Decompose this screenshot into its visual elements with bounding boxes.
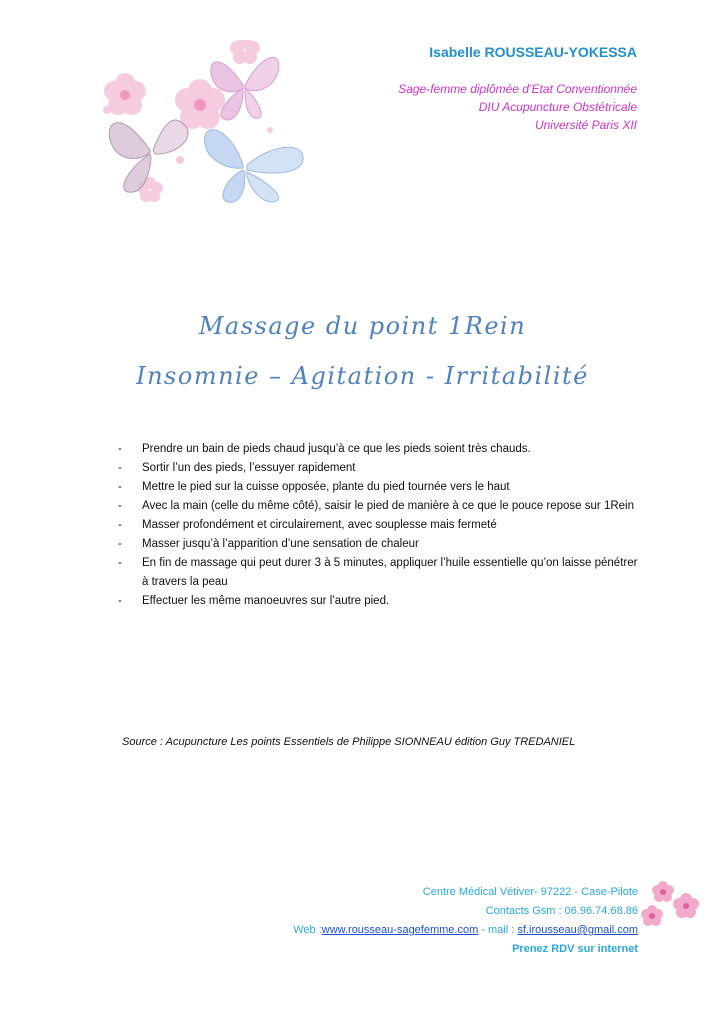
page-subtitle: Insomnie – Agitation - Irritabilité xyxy=(136,362,589,390)
page-title: Massage du point 1Rein xyxy=(198,312,527,340)
list-item: - Masser jusqu’à l’apparition d’une sensation de chaleur xyxy=(118,535,638,554)
flowers-decoration xyxy=(638,880,708,932)
list-item: - Masser profondément et circulairement, avec souplesse mais fermeté xyxy=(118,516,638,535)
credential-line-1: Sage-femme diplômée d’Etat Conventionnée xyxy=(398,82,637,96)
author-name: Isabelle ROUSSEAU-YOKESSA xyxy=(429,44,637,60)
list-item: - Sortir l’un des pieds, l’essuyer rapidement xyxy=(118,459,638,478)
steps-list xyxy=(118,440,638,611)
list-item: - Mettre le pied sur la cuisse opposée, plante du pied tournée vers le haut xyxy=(118,478,638,497)
credential-line-3: Université Paris XII xyxy=(534,118,637,132)
mail-label: - mail : xyxy=(478,924,518,936)
website-link[interactable]: www.rousseau-sagefemme.com xyxy=(321,924,479,936)
web-label: Web : xyxy=(293,924,322,936)
credential-line-2: DIU Acupuncture Obstétricale xyxy=(478,100,637,114)
contact-footer xyxy=(293,883,638,959)
list-item: - Avec la main (celle du même côté), saisir le pied de manière à ce que le pouce repose sur 1Rein xyxy=(118,497,638,516)
list-item: - Effectuer les même manoeuvres sur l’autre pied. xyxy=(118,592,638,611)
author-header xyxy=(398,44,637,134)
contacts-line: Contacts Gsm : 06.96.74.68.86 xyxy=(485,905,638,917)
web-mail-line xyxy=(293,921,638,940)
list-item: - En fin de massage qui peut durer 3 à 5 minutes, appliquer l’huile essentielle qu’on laisse pénétrer à travers la peau xyxy=(118,554,638,592)
address-line: Centre Médical Vétiver- 97222 - Case-Pilote xyxy=(422,886,638,898)
email-link[interactable]: sf.irousseau@gmail.com xyxy=(517,924,638,936)
rdv-line: Prenez RDV sur internet xyxy=(512,943,638,955)
list-item: - Prendre un bain de pieds chaud jusqu’à ce que les pieds soient très chauds. xyxy=(118,440,638,459)
butterflies-flowers-illustration xyxy=(95,40,320,210)
source-citation: Source : Acupuncture Les points Essentiels de Philippe SIONNEAU édition Guy TREDANIEL xyxy=(122,736,576,748)
